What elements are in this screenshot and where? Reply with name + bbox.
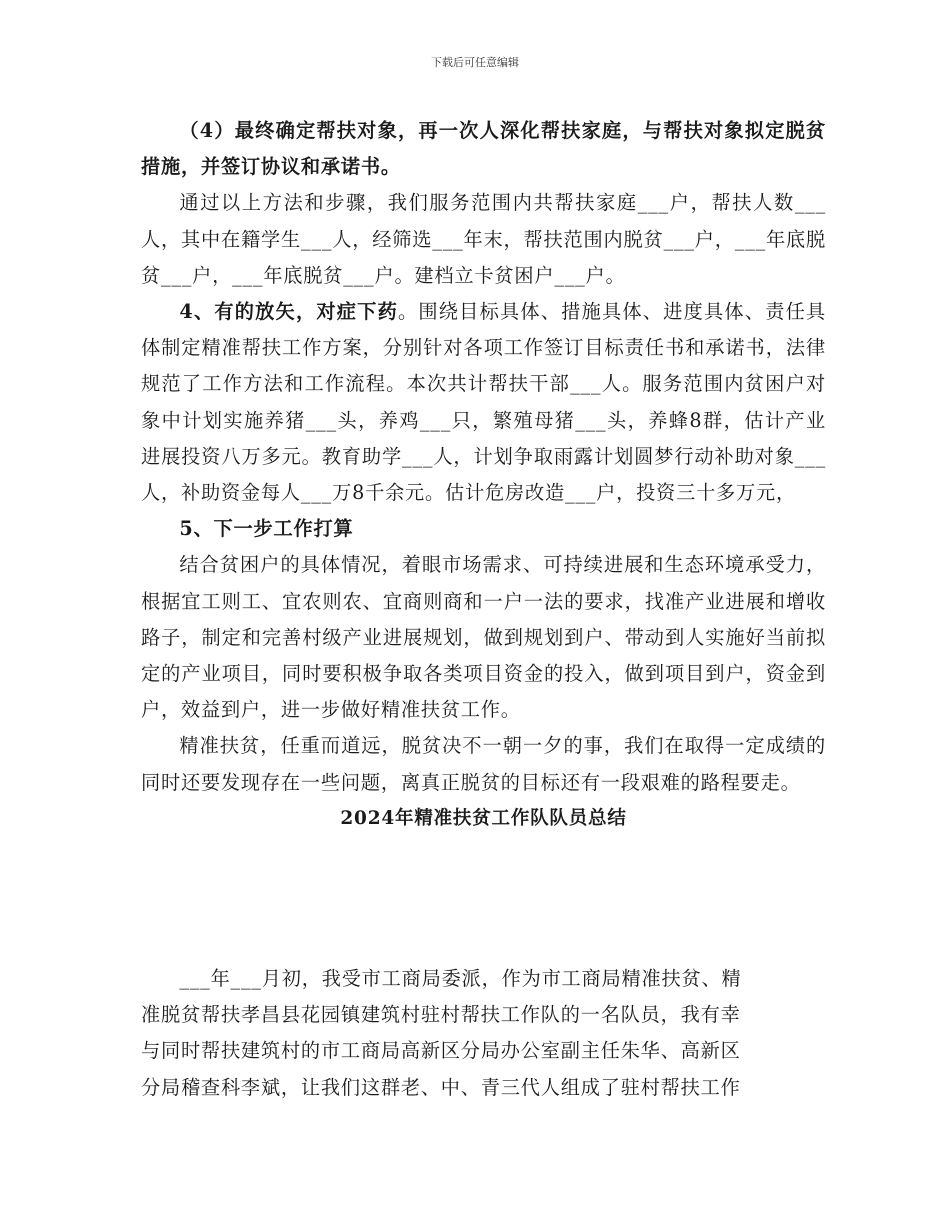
heading-next-steps: 5、下一步工作打算 xyxy=(179,517,354,541)
page-header: 下载后可任意编辑 xyxy=(431,56,519,69)
text-line: ___年___月初，我受市工商局委派，作为市工商局精准扶贫、精 xyxy=(179,967,742,990)
text-line: 分局稽查科李斌，让我们这群老、中、青三代人组成了驻村帮扶工作 xyxy=(141,1075,741,1099)
paragraph-team-member-summary xyxy=(141,961,801,1106)
section-title: 2024年精准扶贫工作队队员总结 xyxy=(340,807,627,829)
paragraph-next-steps-plan: 结合贫困户的具体情况，着眼市场需求、可持续进展和生态环境承受力，根据宜工则工、宜农则农、宜商则商和一户一法的要求，找准产业进展和增收路子，制定和完善村级产业进展规划，做到规划到户、带动到人实施好当前拟定的产业项目，同时要积极争取各类项目资金的投入，做到项目到户，资金到户，效益到户，进一步做好精准扶贫工作。 xyxy=(141,553,826,722)
text-line: 准脱贫帮扶孝昌县花园镇建筑村驻村帮扶工作队的一名队员，我有幸 xyxy=(141,1003,741,1027)
text-line: 与同时帮扶建筑村的市工商局高新区分局办公室副主任朱华、高新区 xyxy=(141,1039,741,1063)
paragraph-conclusion: 精准扶贫，任重而道远，脱贫决不一朝一夕的事，我们在取得一定成绩的同时还要发现存在一些问题，离真正脱贫的目标还有一段艰难的路程要走。 xyxy=(141,734,826,794)
document-body xyxy=(141,113,826,837)
paragraph-body-text: 。围绕目标具体、措施具体、进度具体、责任具体制定精准帮扶工作方案，分别针对各项工作签订目标责任书和承诺书，法律规范了工作方法和工作流程。本次共计帮扶干部___人。服务范围内贫困户对象中计划实施养猪___头，养鸡___只，繁殖母猪___头，养蜂8群，估计产业进展投资八万多元。教育助学___人，计划争取雨露计划圆梦行动补助对象___人，补助资金每人___万8千余元。估计危房改造___户，投资三十多万元， xyxy=(141,300,826,505)
paragraph-statistics: 通过以上方法和步骤，我们服务范围内共帮扶家庭___户，帮扶人数___人，其中在籍学生___人，经筛选___年末，帮扶范围内脱贫___户，___年底脱贫___户，___年底脱贫___户。建档立卡贫困户___户。 xyxy=(141,191,826,287)
paragraph-targeted-measures xyxy=(141,294,826,511)
paragraph-lead-heading: 4、有的放矢，对症下药 xyxy=(179,300,398,324)
paragraph-step-4-confirm-targets: （4）最终确定帮扶对象，再一次人深化帮扶家庭，与帮扶对象拟定脱贫措施，并签订协议和承诺书。 xyxy=(141,119,826,179)
